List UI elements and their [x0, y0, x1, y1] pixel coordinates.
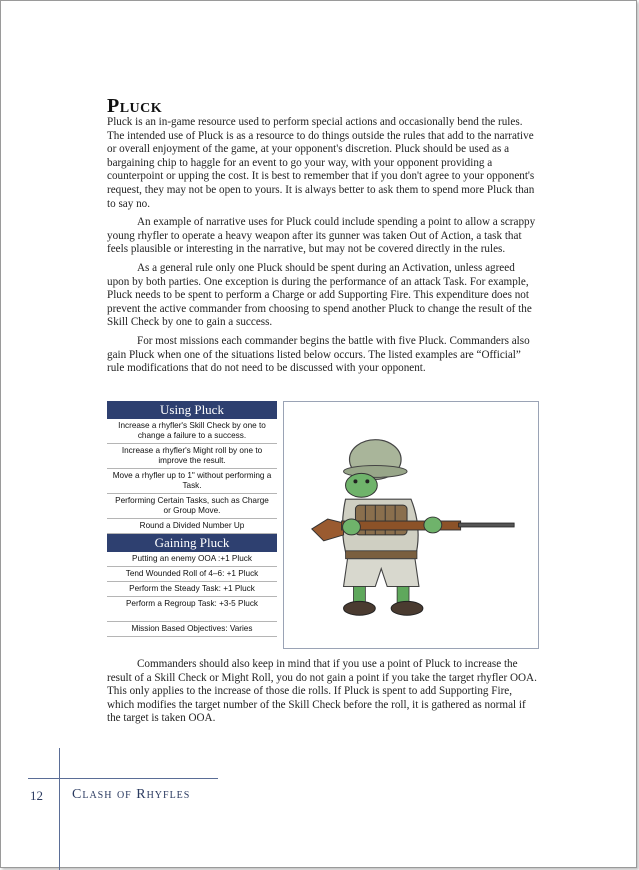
- paragraph-commanders-note: Commanders should also keep in mind that if you use a point of Pluck to increase the result of a Skill Check or Might Roll, you do not gain a point if you take the target rhyfler OOA. This only applies to the increase of those die rolls. If Pluck is spent to add Supporting Fire, which modifies the target number of the Skill Check before the roll, it is gathered as normal if the target is taken OOA.: [107, 658, 537, 725]
- footer-vertical-rule: [59, 748, 60, 870]
- using-pluck-row: Increase a rhyfler's Might roll by one to improve the result.: [107, 444, 277, 469]
- paragraph-general-rule: As a general rule only one Pluck should be spent during an Activation, unless agreed upon by both parties. One exception is during the performance of an attack Task. For example, Pluck needs to be spent to perform a Charge or add Supporting Fire. This expenditure does not prevent the active commander from choosing to spend another Pluck to change the result of the Skill Check by one to gain a success.: [107, 261, 532, 329]
- gaining-pluck-row: Perform a Regroup Task: +3-5 Pluck: [107, 597, 277, 622]
- gaining-pluck-row: Tend Wounded Roll of 4–6: +1 Pluck: [107, 567, 277, 582]
- rhyfler-soldier-icon: [284, 402, 538, 648]
- footer-horizontal-rule: [28, 778, 218, 779]
- gaining-pluck-row: Mission Based Objectives: Varies: [107, 622, 277, 637]
- section-heading: Pluck: [107, 95, 163, 117]
- pluck-table: [107, 401, 277, 637]
- paragraph-intro: Pluck is an in-game resource used to perform special actions and occasionally bend the rules. The intended use of Pluck is as a resource to do things outside the rules that add to the narrative or overall enjoyment of the game, at your opponent's discretion. Pluck should be used as a bargaining chip to haggle for an event to go your way, with your opponent providing a counterpoint or upping the cost. It is best to remember that if you don't agree to your opponent's request, they may not be open to yours. It is always better to ask them to spend more Pluck than to say no.: [107, 116, 535, 210]
- paragraph-narrative-example: An example of narrative uses for Pluck could include spending a point to allow a scrappy young rhyfler to operate a heavy weapon after its gunner was taken Out of Action, a task that feels plausible or interesting in the narrative, but may not be covered directly in the rules.: [107, 216, 536, 256]
- using-pluck-row: Performing Certain Tasks, such as Charge or Group Move.: [107, 494, 277, 519]
- paragraph-missions: For most missions each commander begins the battle with five Pluck. Commanders also gain Pluck when one of the situations listed below occurs. The listed examples are “Official” rule modifications that do not need to be discussed with your opponent.: [107, 334, 530, 375]
- book-title: Clash of Rhyfles: [72, 787, 191, 802]
- body-text-top: [107, 116, 539, 381]
- gaining-pluck-row: Perform the Steady Task: +1 Pluck: [107, 582, 277, 597]
- body-text-bottom: [107, 658, 539, 731]
- page-number: 12: [30, 788, 43, 803]
- rhyfler-illustration: [283, 401, 539, 649]
- gaining-pluck-row: Putting an enemy OOA :+1 Pluck: [107, 552, 277, 567]
- using-pluck-row: Increase a rhyfler's Skill Check by one to change a failure to a success.: [107, 419, 277, 444]
- using-pluck-row: Move a rhyfler up to 1" without performing a Task.: [107, 469, 277, 494]
- using-pluck-header: Using Pluck: [107, 401, 277, 419]
- using-pluck-row: Round a Divided Number Up: [107, 519, 277, 534]
- gaining-pluck-header: Gaining Pluck: [107, 534, 277, 552]
